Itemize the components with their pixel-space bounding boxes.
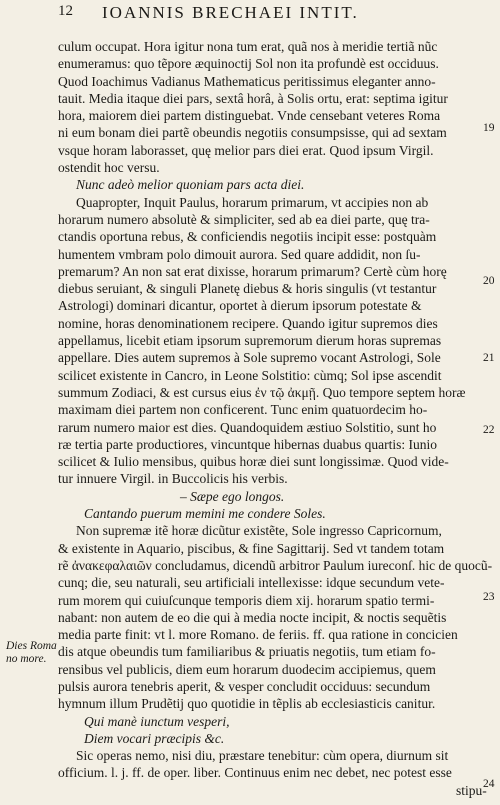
text-line: officium. l. j. ff. de oper. liber. Continuus enim nec debet, nec potest esse — [58, 765, 452, 781]
text-line: tur innuere Virgil. in Buccolicis his verbis. — [58, 471, 288, 487]
side-note — [6, 640, 57, 666]
page-header — [58, 3, 478, 25]
side-note-line: no more. — [6, 653, 47, 665]
text-line: Non supremæ itẽ horæ dicũtur existẽte, Sole ingresso Capricornum, — [76, 523, 442, 539]
text-line: appellare. Dies autem supremos à Sole supremo vocant Astrologi, Sole — [58, 350, 441, 366]
text-line: culum occupat. Hora igitur nona tum erat, quã nos à meridie tertiã nũc — [58, 39, 438, 54]
text-line: Astrologi) dominari dicantur, oportet à dierum ipsorum potestate & — [58, 298, 422, 314]
text-line: nomine, horas denominationem recipere. Quando igitur supremos dies — [58, 315, 438, 331]
text-line: Quapropter, Inquit Paulus, horarum primarum, vt accipies non ab — [76, 194, 429, 210]
text-line: premarum? An non sat erat dixisse, horarum primarum? Certè cùm horę — [58, 263, 447, 279]
text-line: summum Zodiaci, & est cursus eius ἐν τῷ ἀκμῇ. Quo tempore septem horæ — [58, 384, 466, 400]
text-line: ostendit hoc versu. — [58, 160, 160, 176]
text-line: media parte finit: vt l. more Romano. de feriis. ff. qua ratione in concicien — [58, 627, 458, 643]
text-line: vsque horam laborasset, quę melior pars diei erat. Quod ipsum Virgil. — [58, 142, 434, 158]
text-line: rarum numero maior est dies. Quandoquidem æstiuo Solstitio, sunt ho — [58, 419, 437, 435]
text-line: Quod Ioachimus Vadianus Mathematicus peritissimus eleganter anno- — [58, 73, 436, 89]
marginal-number: 19 — [483, 122, 495, 134]
text-line: hora, maiorem diei partem distinguebat. Vnde censebant veteres Roma — [58, 108, 441, 124]
marginal-number: 22 — [483, 424, 495, 436]
verse-quotation: Qui manè iunctum vesperi, — [84, 713, 230, 729]
text-line: hymnum illum Prudẽtij quo quotidie in tẽplis ab ecclesiasticis canitur. — [58, 696, 436, 712]
text-line: horarum numero absolutè & simpliciter, sed ab ea diei parte, quę tra- — [58, 211, 430, 227]
marginal-number: 24 — [483, 778, 495, 790]
text-line: enumeramus: quo tẽpore æquinoctij Sol non ita profundè est occiduus. — [58, 56, 439, 72]
text-line: ctandis oportuna rebus, & conficiendis negotiis incipit esse: postquàm — [58, 229, 437, 245]
text-line: maximam diei partem non conficerent. Tunc enim quatuordecim ho- — [58, 402, 428, 418]
text-line: tauit. Media itaque diei pars, sextâ horâ, à Solis ortu, erat: septima igitur — [58, 90, 448, 106]
text-line: dis atque obeundis tum familiaribus & priuatis negotiis, tum etiam fo- — [58, 644, 436, 660]
text-line: appellamus, licebit etiam ipsorum supremorum dierum horas supremas — [58, 333, 442, 349]
marginal-number: 20 — [483, 275, 495, 287]
text-line: rum morem qui cuiuſcunque temporis diem xij. horarum spatio termi- — [58, 592, 435, 608]
text-line: scilicet & Iulio mensibus, quibus horæ diei sunt longissimæ. Quod vide- — [58, 454, 449, 470]
verse-quotation: Diem vocari præcipis &c. — [84, 730, 225, 746]
catchword: stipu- — [456, 782, 487, 798]
text-line: nabant: non autem de eo die qui à media nocte incipit, & noctis sequẽtis — [58, 609, 447, 625]
text-line: Sic operas nemo, nisi diu, præstare tenebitur: cùm opera, diurnum sit — [76, 748, 449, 764]
text-line: pulsis aurora tenebris aperit, & vesper concludit occiduus: secundum — [58, 678, 431, 694]
verse-quotation: – Sæpe ego longos. — [180, 488, 285, 504]
text-line: humentem vmbram polo dimouit aurora. Sed quare addidit, non ſu- — [58, 246, 421, 262]
text-line: ræ tertia parte productiores, vincuntque hibernas duabus quartis: Iunio — [58, 436, 438, 452]
text-line: cunq; die, seu naturali, seu artificiali intellexisse: idque secundum vete- — [58, 575, 445, 591]
text-line: rẽ ἀνακεφαλαιῶν concludamus, dicendũ arbitror Paulum iureconſ. hic de quocũ- — [58, 557, 493, 573]
marginal-number: 21 — [483, 352, 495, 364]
verse-quotation: Nunc adeò melior quoniam pars acta diei. — [76, 177, 305, 193]
text-line: scilicet existente in Cancro, in Leone Solstitio: cùmq; Sol ipse ascendit — [58, 367, 442, 383]
side-note-line: Dies Roma — [6, 640, 57, 652]
verse-quotation: Cantando puerum memini me condere Soles. — [84, 506, 326, 522]
text-line: rensibus vel publicis, diem eum horarum duodecim accipiemus, quem — [58, 661, 436, 677]
page-number: 12 — [58, 3, 73, 19]
text-line: ni eum bonam diei partẽ obeundis negotiis consumpsisse, qui ad sextam — [58, 125, 447, 141]
text-line: & existente in Aquario, piscibus, & fine Sagittarij. Sed vt tandem totam — [58, 540, 445, 556]
text-line: diebus seruiant, & singuli Planetę diebus & horis singulis (vt testantur — [58, 281, 437, 297]
marginal-number: 23 — [483, 591, 495, 603]
running-head: IOANNIS BRECHAEI INTIT. — [102, 3, 359, 22]
